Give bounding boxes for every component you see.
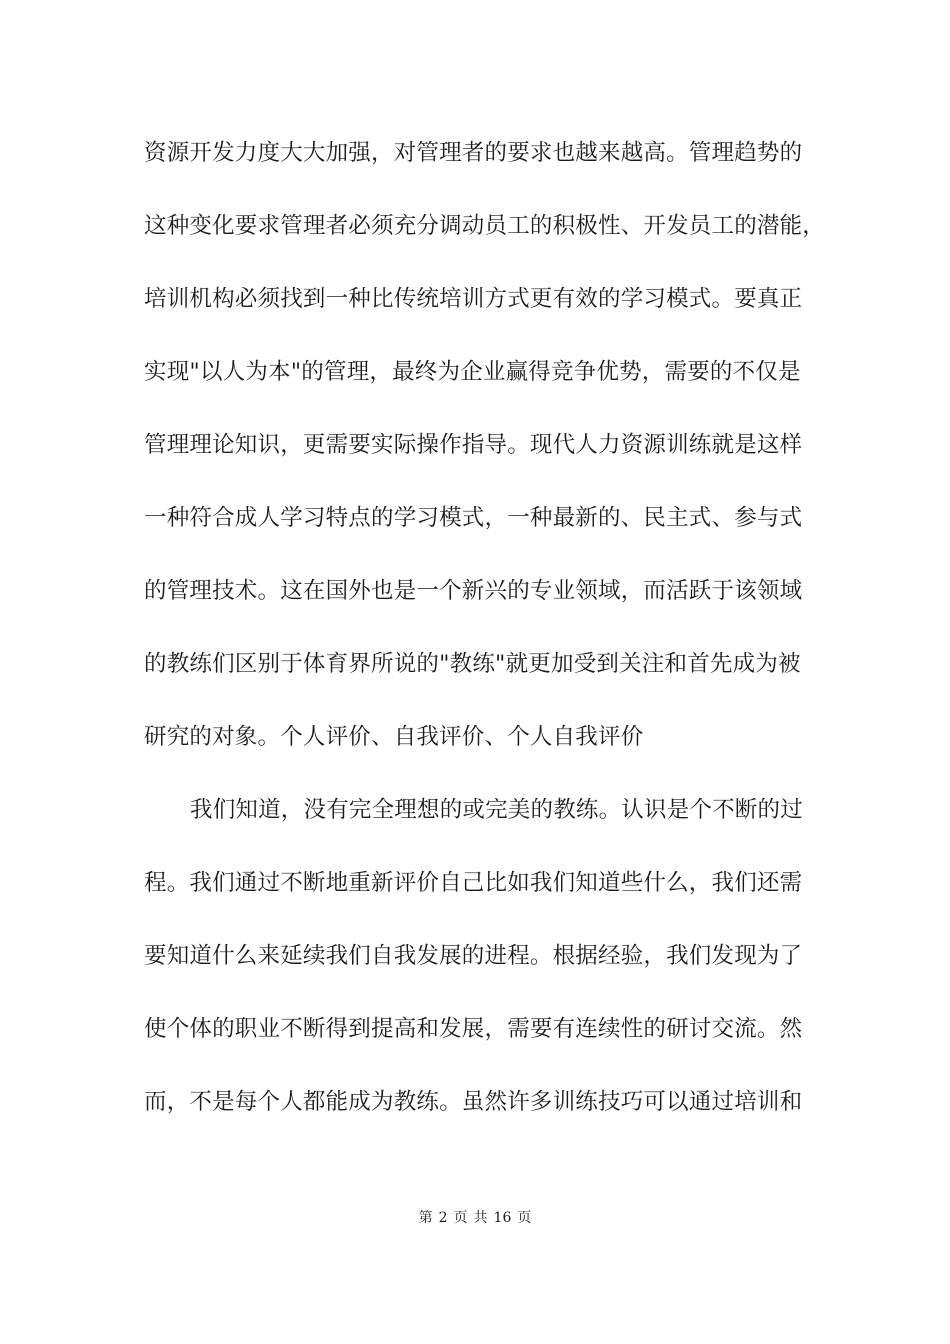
text-line: 培训机构必须找到一种比传统培训方式更有效的学习模式。要真正 bbox=[144, 286, 803, 312]
footer-page-word: 页 bbox=[453, 1210, 468, 1226]
footer-total-pages: 16 bbox=[493, 1210, 512, 1226]
footer-suffix: 页 bbox=[517, 1210, 532, 1226]
text-line: 管理理论知识，更需要实际操作指导。现代人力资源训练就是这样 bbox=[144, 432, 803, 458]
text-line: 资源开发力度大大加强，对管理者的要求也越来越高。管理趋势的 bbox=[144, 140, 803, 166]
text-line: 这种变化要求管理者必须充分调动员工的积极性、开发员工的潜能， bbox=[144, 213, 826, 239]
footer-prefix: 第 bbox=[418, 1210, 433, 1226]
text-line: 实现"以人为本"的管理，最终为企业赢得竞争优势，需要的不仅是 bbox=[144, 359, 801, 385]
text-line: 使个体的职业不断得到提高和发展，需要有连续性的研讨交流。然 bbox=[144, 1016, 803, 1042]
text-line: 研究的对象。个人评价、自我评价、个人自我评价 bbox=[144, 724, 644, 750]
footer-total-word: 共 bbox=[473, 1210, 488, 1226]
text-line: 程。我们通过不断地重新评价自己比如我们知道些什么，我们还需 bbox=[144, 870, 803, 896]
text-line: 要知道什么来延续我们自我发展的进程。根据经验，我们发现为了 bbox=[144, 943, 803, 969]
footer-current-page: 2 bbox=[438, 1210, 448, 1226]
text-line: 而，不是每个人都能成为教练。虽然许多训练技巧可以通过培训和 bbox=[144, 1089, 803, 1115]
text-line: 的管理技术。这在国外也是一个新兴的专业领域，而活跃于该领域 bbox=[144, 578, 803, 604]
page-footer bbox=[0, 1207, 950, 1227]
paragraph-first-line: 我们知道，没有完全理想的或完美的教练。认识是个不断的过 bbox=[190, 797, 803, 823]
text-line: 一种符合成人学习特点的学习模式，一种最新的、民主式、参与式 bbox=[144, 505, 803, 531]
text-line: 的教练们区别于体育界所说的"教练"就更加受到关注和首先成为被 bbox=[144, 651, 801, 677]
